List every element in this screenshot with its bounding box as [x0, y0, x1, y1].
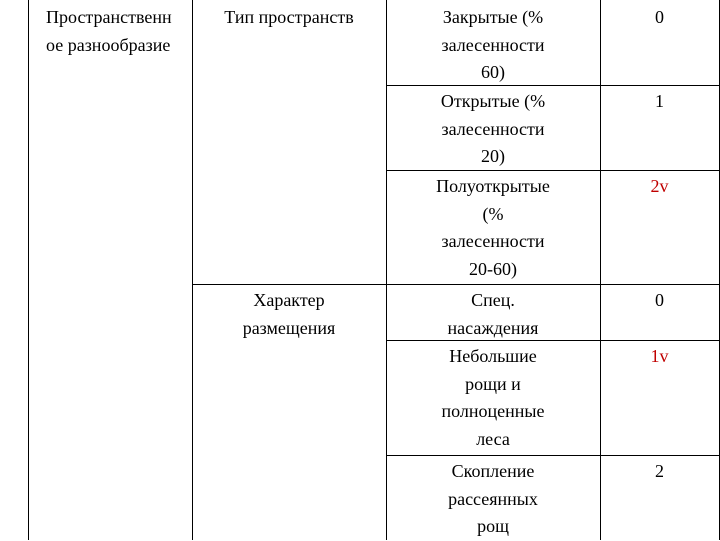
col1-label [46, 4, 192, 59]
row-1-value [600, 4, 719, 32]
row-4-value-text: 0 [655, 290, 664, 310]
row-3-label [386, 173, 600, 283]
row-6-line-1: Скопление [451, 461, 535, 481]
row-6-label [386, 458, 600, 541]
row-3-line-4: 20-60) [469, 258, 517, 279]
group-label-space-type-text: Тип пространств [224, 7, 354, 27]
row-5-value-text: 1v [650, 346, 669, 366]
row-3-line-2: (% [482, 203, 504, 224]
row-5-value [600, 343, 719, 371]
row-6-value [600, 458, 719, 486]
row-1-value-text: 0 [655, 7, 664, 27]
row-4-label [386, 287, 600, 342]
row-4-line-1: Спец. [471, 290, 515, 310]
row-1-line-2: залесенности [441, 34, 545, 55]
row-3-line-1: Полуоткрытые [436, 176, 550, 196]
row-5-line-1: Небольшие [449, 346, 537, 366]
group-label-placement-line2: размещения [242, 317, 336, 338]
col1-label-line2: ое разнообразие [46, 34, 171, 55]
row-2-value-text: 1 [655, 91, 664, 111]
row-2-line-1: Открытые (% [440, 91, 546, 111]
row-6-line-3: рощ [477, 516, 509, 536]
row-1-line-1: Закрытые (% [442, 7, 544, 27]
row-3-value-text: 2v [650, 176, 669, 196]
group-label-space-type [192, 4, 386, 32]
row-2-line-2: залесенности [441, 118, 545, 139]
row-5-line-2: рощи и [465, 373, 521, 394]
row-4-value [600, 287, 719, 315]
col1-label-line1: Пространственн [46, 7, 172, 27]
row-5-line-4: леса [476, 428, 510, 449]
group-label-placement-line1: Характер [253, 290, 325, 310]
row-divider-5 [386, 455, 720, 456]
row-4-line-2: насаждения [447, 317, 539, 338]
row-5-label [386, 343, 600, 453]
row-6-value-text: 2 [655, 461, 664, 481]
row-2-value [600, 88, 719, 116]
row-5-line-3: полноценные [441, 401, 545, 421]
row-1-label [386, 4, 600, 87]
table-border-left [28, 0, 29, 540]
row-3-line-3: залесенности [441, 231, 545, 251]
group-label-placement [192, 287, 386, 342]
column-divider-1 [192, 0, 193, 540]
row-1-line-3: 60) [481, 62, 505, 82]
row-3-value [600, 173, 719, 201]
row-divider-group [192, 284, 720, 285]
row-6-line-2: рассеянных [448, 488, 538, 509]
row-2-label [386, 88, 600, 171]
row-2-line-3: 20) [481, 146, 505, 166]
